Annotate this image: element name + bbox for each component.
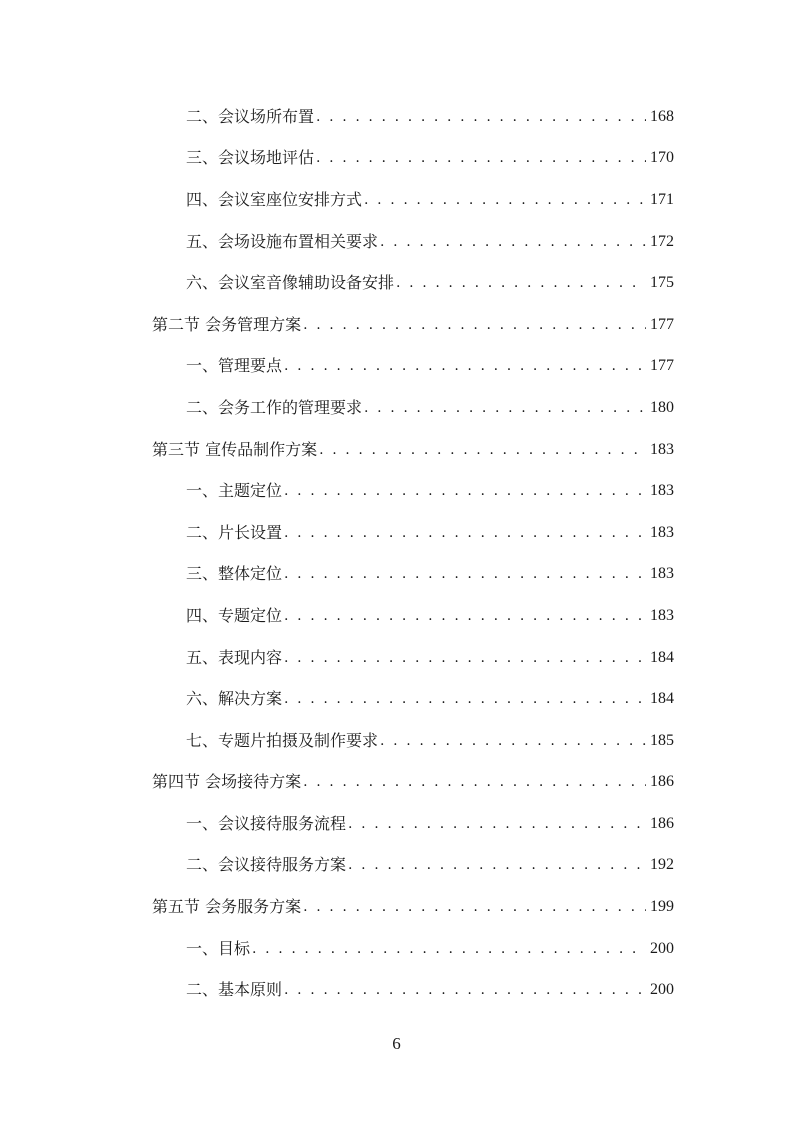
toc-entry[interactable] — [152, 969, 674, 1011]
toc-dot-leader — [303, 772, 646, 792]
toc-dot-leader — [284, 980, 646, 1000]
table-of-contents — [152, 96, 674, 1011]
toc-entry-page: 200 — [650, 939, 674, 957]
toc-entry-page: 183 — [650, 440, 674, 458]
toc-entry-label: 五、会场设施布置相关要求 — [186, 231, 379, 251]
toc-entry-label: 一、管理要点 — [186, 356, 283, 376]
toc-entry-label: 二、会务工作的管理要求 — [186, 397, 363, 417]
toc-entry-page: 175 — [650, 274, 674, 292]
toc-entry-label: 三、整体定位 — [186, 564, 283, 584]
toc-entry-page: 184 — [650, 648, 674, 666]
toc-entry-page: 168 — [650, 107, 674, 125]
toc-entry-page: 199 — [650, 898, 674, 916]
toc-dot-leader — [303, 897, 646, 917]
toc-entry-label: 三、会议场地评估 — [186, 148, 315, 168]
toc-dot-leader — [364, 398, 646, 418]
toc-dot-leader — [284, 648, 646, 668]
toc-entry-page: 200 — [650, 981, 674, 999]
toc-dot-leader — [364, 190, 646, 210]
toc-entry-label: 第五节 会务服务方案 — [152, 897, 302, 917]
toc-entry[interactable] — [152, 554, 674, 596]
toc-dot-leader — [380, 232, 646, 252]
toc-entry[interactable] — [152, 387, 674, 429]
toc-entry[interactable] — [152, 262, 674, 304]
toc-entry-label: 五、表现内容 — [186, 647, 283, 667]
toc-dot-leader — [380, 731, 646, 751]
toc-entry[interactable] — [152, 96, 674, 138]
toc-entry-page: 186 — [650, 814, 674, 832]
toc-entry-page: 180 — [650, 398, 674, 416]
toc-entry[interactable] — [152, 221, 674, 263]
toc-entry-label: 第三节 宣传品制作方案 — [152, 439, 318, 459]
toc-entry[interactable] — [152, 179, 674, 221]
toc-entry-page: 177 — [650, 357, 674, 375]
toc-section-entry[interactable] — [152, 304, 674, 346]
toc-entry-label: 二、基本原则 — [186, 980, 283, 1000]
toc-entry-page: 183 — [650, 482, 674, 500]
toc-dot-leader — [284, 523, 646, 543]
toc-entry-label: 一、主题定位 — [186, 481, 283, 501]
page-number: 6 — [392, 1034, 401, 1053]
toc-entry[interactable] — [152, 595, 674, 637]
toc-entry[interactable] — [152, 512, 674, 554]
toc-entry-page: 183 — [650, 523, 674, 541]
toc-dot-leader — [284, 689, 646, 709]
toc-entry-page: 177 — [650, 315, 674, 333]
toc-entry-page: 184 — [650, 690, 674, 708]
toc-entry-label: 一、目标 — [186, 938, 251, 958]
toc-dot-leader — [303, 315, 646, 335]
toc-entry[interactable] — [152, 845, 674, 887]
toc-entry[interactable] — [152, 470, 674, 512]
toc-entry-page: 183 — [650, 565, 674, 583]
toc-entry[interactable] — [152, 678, 674, 720]
toc-section-entry[interactable] — [152, 429, 674, 471]
toc-entry[interactable] — [152, 346, 674, 388]
toc-dot-leader — [396, 273, 646, 293]
toc-dot-leader — [348, 855, 646, 875]
toc-entry-label: 六、会议室音像辅助设备安排 — [186, 273, 395, 293]
toc-dot-leader — [284, 564, 646, 584]
toc-entry-label: 二、片长设置 — [186, 522, 283, 542]
toc-dot-leader — [348, 814, 646, 834]
toc-dot-leader — [252, 939, 646, 959]
toc-entry-page: 185 — [650, 731, 674, 749]
toc-entry-label: 四、专题定位 — [186, 605, 283, 625]
toc-entry-page: 170 — [650, 149, 674, 167]
toc-entry[interactable] — [152, 138, 674, 180]
toc-entry-label: 四、会议室座位安排方式 — [186, 189, 363, 209]
toc-entry-label: 二、会议接待服务方案 — [186, 855, 347, 875]
toc-entry-label: 六、解决方案 — [186, 689, 283, 709]
toc-entry-page: 171 — [650, 190, 674, 208]
toc-dot-leader — [284, 606, 646, 626]
toc-section-entry[interactable] — [152, 886, 674, 928]
toc-entry[interactable] — [152, 637, 674, 679]
toc-entry-label: 第二节 会务管理方案 — [152, 314, 302, 334]
toc-entry[interactable] — [152, 928, 674, 970]
toc-entry-page: 183 — [650, 606, 674, 624]
toc-entry-page: 192 — [650, 856, 674, 874]
toc-dot-leader — [316, 148, 646, 168]
toc-dot-leader — [284, 356, 646, 376]
toc-dot-leader — [316, 107, 646, 127]
toc-entry-label: 七、专题片拍摄及制作要求 — [186, 730, 379, 750]
toc-entry-label: 二、会议场所布置 — [186, 106, 315, 126]
toc-entry[interactable] — [152, 803, 674, 845]
toc-entry[interactable] — [152, 720, 674, 762]
toc-entry-page: 172 — [650, 232, 674, 250]
toc-entry-label: 一、会议接待服务流程 — [186, 813, 347, 833]
toc-entry-label: 第四节 会场接待方案 — [152, 772, 302, 792]
toc-dot-leader — [319, 440, 646, 460]
toc-dot-leader — [284, 481, 646, 501]
toc-entry-page: 186 — [650, 773, 674, 791]
toc-section-entry[interactable] — [152, 762, 674, 804]
